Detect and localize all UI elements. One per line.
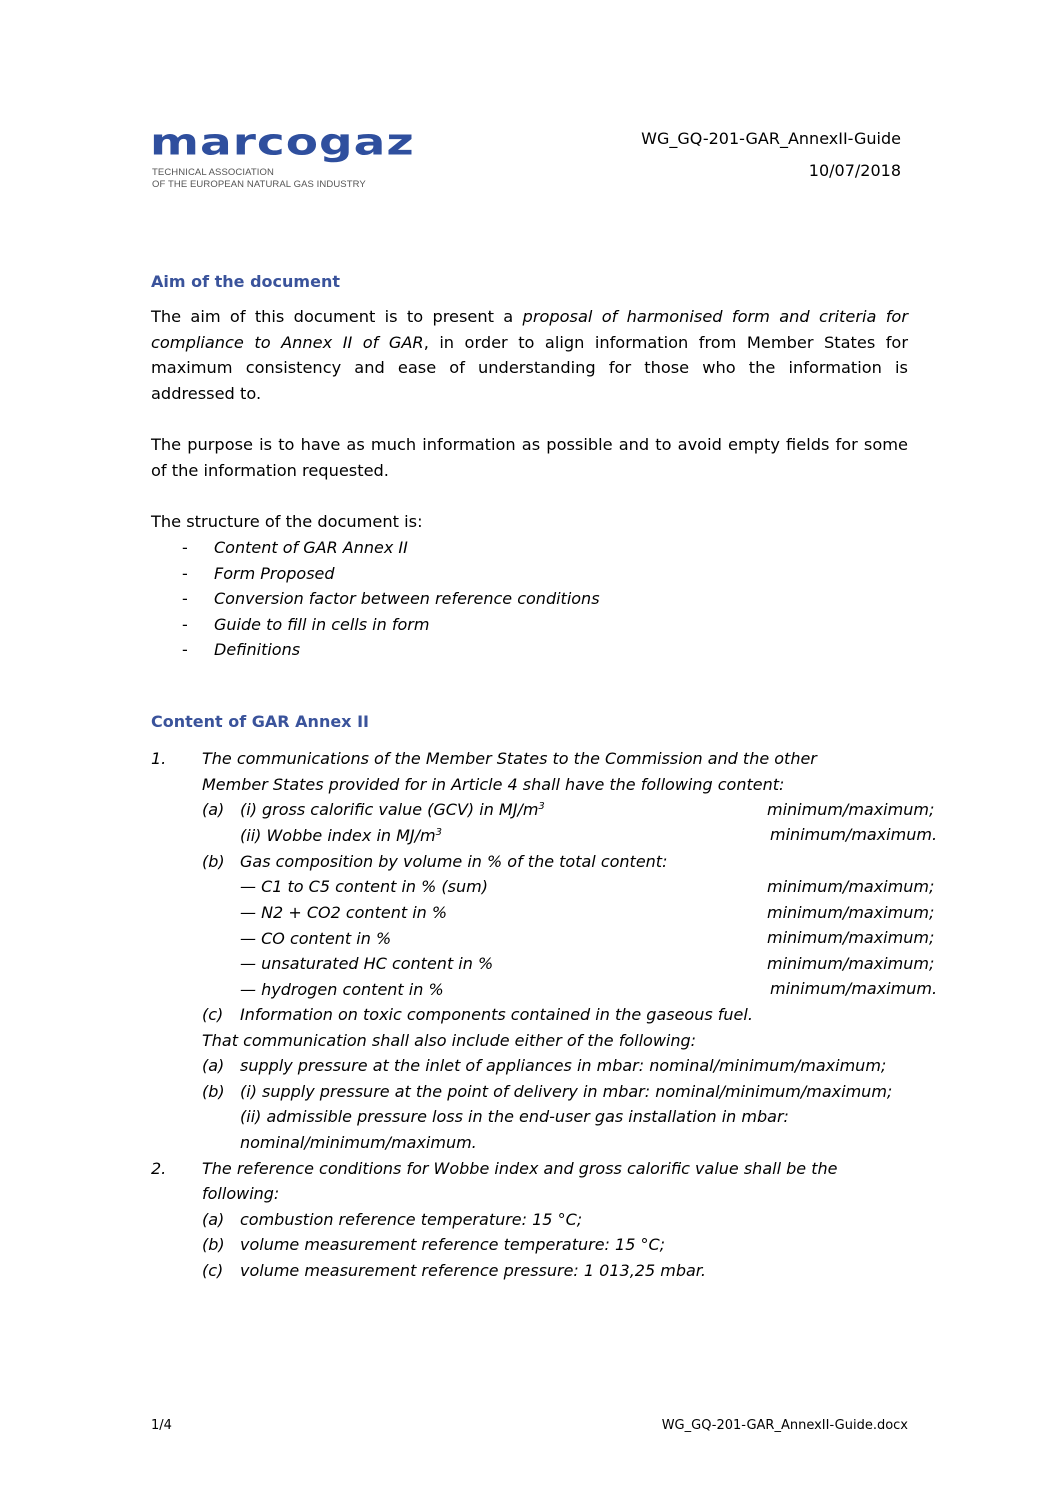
aim-p1-start: The aim of this document is to present a (151, 307, 523, 326)
composition-item: — C1 to C5 content in % (sum) (240, 877, 488, 896)
item-2-text-line-2: following: (202, 1184, 280, 1203)
marcogaz-logo: marcogaz (150, 120, 415, 164)
composition-range: minimum/maximum; (767, 903, 935, 922)
bullet: - (182, 538, 188, 557)
composition-range: minimum/maximum; (767, 928, 935, 947)
list-item (182, 586, 600, 612)
item-1a-i (240, 797, 545, 823)
composition-range: minimum/maximum; (767, 877, 935, 896)
item-1b-text: Gas composition by volume in % of the total content: (240, 852, 668, 871)
item-2-number: 2. (151, 1159, 167, 1178)
aim-p1-italic: proposal of harmonised form and criteria for compliance to Annex II of GAR (151, 307, 908, 352)
structure-list (182, 535, 600, 663)
list-item (182, 637, 301, 663)
list-item (182, 561, 335, 587)
list-item-text: Content of GAR Annex II (214, 538, 408, 557)
item-2-text-line-1: The reference conditions for Wobbe index and gross calorific value shall be the (202, 1159, 838, 1178)
item-1c-label: (c) (202, 1005, 224, 1024)
list-item (182, 612, 430, 638)
item-1c-text: Information on toxic components contained in the gaseous fuel. (240, 1005, 753, 1024)
aim-paragraph-1 (151, 304, 908, 406)
document-id: WG_GQ-201-GAR_AnnexII-Guide (641, 129, 901, 148)
pressure-a-text: supply pressure at the inlet of appliances in mbar: nominal/minimum/maximum; (240, 1056, 887, 1075)
pressure-b-label: (b) (202, 1082, 225, 1101)
gcv-label: (i) gross calorific value (GCV) in MJ/m (240, 800, 539, 819)
wobbe-label: (ii) Wobbe index in MJ/m (240, 826, 436, 845)
aim-paragraph-2: The purpose is to have as much information as possible and to avoid empty fields for some of the information requested. (151, 435, 908, 480)
pressure-b-ii-line-2: nominal/minimum/maximum. (240, 1133, 477, 1152)
ref-condition-label: (b) (202, 1235, 225, 1254)
footer-filename: WG_GQ-201-GAR_AnnexII-Guide.docx (661, 1418, 908, 1433)
list-item-text: Definitions (214, 640, 301, 660)
composition-range: minimum/maximum. (770, 979, 938, 998)
list-item-text: Guide to fill in cells in form (214, 614, 430, 634)
superscript: 3 (538, 801, 545, 812)
ref-condition-label: (a) (202, 1210, 225, 1229)
bullet: - (182, 589, 188, 609)
wobbe-range: minimum/maximum. (770, 825, 938, 844)
pressure-a-label: (a) (202, 1056, 225, 1075)
also-include-text: That communication shall also include either of the following: (202, 1031, 697, 1050)
superscript: 3 (435, 827, 442, 838)
ref-condition-text: combustion reference temperature: 15 °C; (240, 1210, 583, 1229)
list-item-text: Form Proposed (214, 563, 335, 583)
composition-item: — unsaturated HC content in % (240, 954, 494, 973)
item-1b-label: (b) (202, 852, 225, 871)
page-number: 1/4 (151, 1418, 172, 1433)
section-heading-aim: Aim of the document (151, 272, 340, 291)
bullet: - (182, 563, 188, 583)
gcv-range: minimum/maximum; (767, 800, 935, 819)
structure-intro: The structure of the document is: (151, 512, 423, 531)
list-item-text: Conversion factor between reference conditions (214, 589, 600, 609)
bullet: - (182, 614, 188, 634)
document-date: 10/07/2018 (808, 161, 901, 180)
ref-condition-text: volume measurement reference temperature: 15 °C; (240, 1235, 666, 1254)
composition-item: — hydrogen content in % (240, 980, 444, 999)
section-heading-content: Content of GAR Annex II (151, 712, 369, 731)
composition-item: — CO content in % (240, 929, 392, 948)
item-1-text-line-2: Member States provided for in Article 4 shall have the following content: (202, 775, 785, 794)
item-1-number: 1. (151, 749, 167, 768)
logo-tagline-1: TECHNICAL ASSOCIATION (152, 167, 274, 178)
ref-condition-text: volume measurement reference pressure: 1 013,25 mbar. (240, 1261, 706, 1280)
ref-condition-label: (c) (202, 1261, 224, 1280)
item-1a-ii (240, 823, 442, 849)
logo-tagline-2: OF THE EUROPEAN NATURAL GAS INDUSTRY (152, 179, 366, 190)
composition-item: — N2 + CO2 content in % (240, 903, 448, 922)
list-item (182, 535, 408, 561)
pressure-b-ii-line-1: (ii) admissible pressure loss in the end-user gas installation in mbar: (240, 1107, 789, 1126)
composition-range: minimum/maximum; (767, 954, 935, 973)
bullet: - (182, 640, 188, 660)
item-1-text-line-1: The communications of the Member States to the Commission and the other (202, 749, 817, 768)
item-1a-label: (a) (202, 800, 225, 819)
pressure-b-i-text: (i) supply pressure at the point of delivery in mbar: nominal/minimum/maximum; (240, 1082, 893, 1101)
aim-p1-end: , in order to align information from Member States for maximum consistency and ease of understanding for those who the information is addressed to. (151, 332, 908, 403)
